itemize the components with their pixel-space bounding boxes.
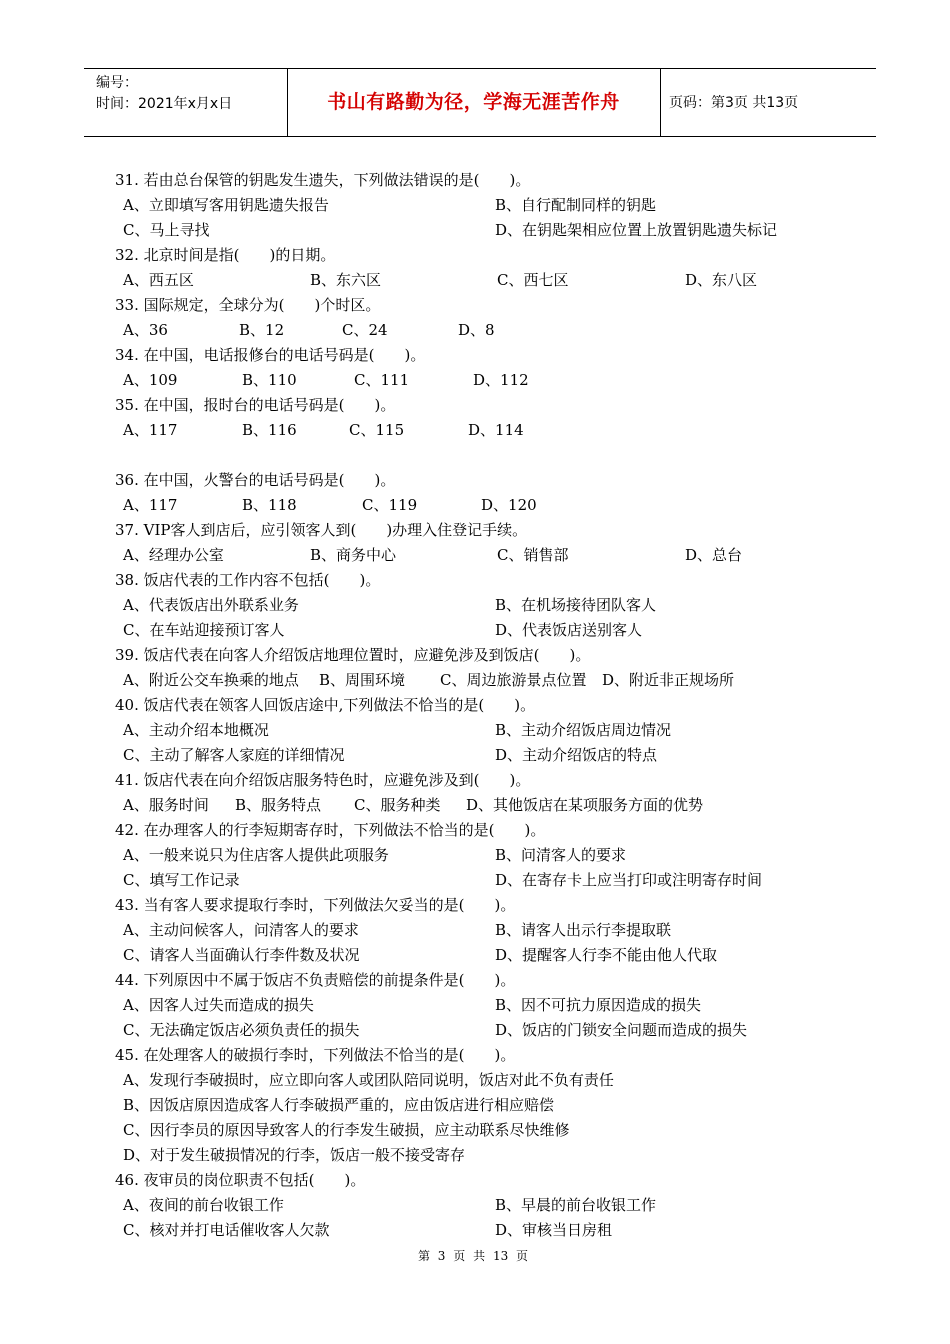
option-a: A、一般来说只为住店客人提供此项服务 <box>123 846 389 864</box>
header-meta <box>96 73 232 115</box>
option-b: B、自行配制同样的钥匙 <box>495 196 657 214</box>
option-b: B、110 <box>242 371 297 389</box>
question-stem: 35. 在中国，报时台的电话号码是( )。 <box>115 396 396 414</box>
option-a: A、夜间的前台收银工作 <box>123 1196 284 1214</box>
option-a: A、主动问候客人，问清客人的要求 <box>123 921 359 939</box>
option-d: D、8 <box>458 321 495 339</box>
option-d: D、主动介绍饭店的特点 <box>495 746 658 764</box>
question-stem: 43. 当有客人要求提取行李时，下列做法欠妥当的是( )。 <box>115 896 516 914</box>
option-d: D、提醒客人行李不能由他人代取 <box>495 946 718 964</box>
option-b: B、116 <box>242 421 297 439</box>
option-a: A、附近公交车换乘的地点 <box>123 671 299 689</box>
option-row <box>115 943 855 968</box>
document-time-label: 时间：2021年x月x日 <box>96 96 233 112</box>
question-stem: 41. 饭店代表在向介绍饭店服务特色时，应避免涉及到( )。 <box>115 771 531 789</box>
option-row <box>115 318 855 343</box>
option-c: C、主动了解客人家庭的详细情况 <box>123 746 345 764</box>
option-d: D、120 <box>481 496 537 514</box>
option-row <box>115 1193 855 1218</box>
question-stem: 33. 国际规定，全球分为( )个时区。 <box>115 296 381 314</box>
question-stem: 36. 在中国，火警台的电话号码是( )。 <box>115 471 396 489</box>
option-c: C、119 <box>362 496 418 514</box>
option-d: D、在钥匙架相应位置上放置钥匙遗失标记 <box>495 221 778 239</box>
option-b: B、12 <box>239 321 285 339</box>
option-row <box>115 868 855 893</box>
option-b: B、早晨的前台收银工作 <box>495 1196 657 1214</box>
option-row <box>115 668 855 693</box>
question-stem: 39. 饭店代表在向客人介绍饭店地理位置时，应避免涉及到饭店( )。 <box>115 646 591 664</box>
option-d: D、对于发生破损情况的行李，饭店一般不接受寄存 <box>123 1146 466 1164</box>
option-row <box>115 743 855 768</box>
option-a: A、因客人过失而造成的损失 <box>123 996 314 1014</box>
option-d: D、112 <box>473 371 529 389</box>
option-d: D、其他饭店在某项服务方面的优势 <box>466 796 704 814</box>
question-stem: 45. 在处理客人的破损行李时，下列做法不恰当的是( )。 <box>115 1046 516 1064</box>
option-row <box>115 268 855 293</box>
option-c: C、西七区 <box>497 271 569 289</box>
footer-text: 页 <box>516 1249 529 1263</box>
option-c: C、服务种类 <box>354 796 441 814</box>
option-b: B、118 <box>242 496 297 514</box>
header-divider <box>660 69 661 136</box>
option-c: C、周边旅游景点位置 <box>440 671 587 689</box>
option-b: B、主动介绍饭店周边情况 <box>495 721 672 739</box>
question-stem: 38. 饭店代表的工作内容不包括( )。 <box>115 571 381 589</box>
document-number-label: 编号： <box>96 75 138 91</box>
option-row <box>115 993 855 1018</box>
option-d: D、114 <box>468 421 524 439</box>
option-a: A、经理办公室 <box>123 546 224 564</box>
option-row <box>115 918 855 943</box>
option-a: A、发现行李破损时，应立即向客人或团队陪同说明，饭店对此不负有责任 <box>123 1071 614 1089</box>
option-row <box>115 718 855 743</box>
option-b: B、周围环境 <box>319 671 406 689</box>
option-a: A、代表饭店出外联系业务 <box>123 596 299 614</box>
spacer <box>115 443 855 468</box>
option-row <box>115 368 855 393</box>
question-stem: 37. VIP客人到店后，应引领客人到( )办理入住登记手续。 <box>115 521 528 539</box>
option-c: C、销售部 <box>497 546 569 564</box>
footer-text: 共 <box>473 1249 486 1263</box>
option-d: D、审核当日房租 <box>495 1221 613 1239</box>
question-stem: 40. 饭店代表在领客人回饭店途中,下列做法不恰当的是( )。 <box>115 696 536 714</box>
option-a: A、服务时间 <box>123 796 209 814</box>
option-d: D、饭店的门锁安全问题而造成的损失 <box>495 1021 748 1039</box>
option-d: D、代表饭店送别客人 <box>495 621 643 639</box>
option-c: C、在车站迎接预订客人 <box>123 621 285 639</box>
option-b: B、服务特点 <box>235 796 322 814</box>
option-a: A、109 <box>123 371 178 389</box>
option-b: B、东六区 <box>310 271 382 289</box>
option-d: D、在寄存卡上应当打印或注明寄存时间 <box>495 871 763 889</box>
page-header <box>84 68 876 137</box>
option-row <box>115 543 855 568</box>
option-a: A、主动介绍本地概况 <box>123 721 269 739</box>
option-c: C、马上寻找 <box>123 221 210 239</box>
option-c: C、无法确定饭店必须负责任的损失 <box>123 1021 360 1039</box>
question-stem: 44. 下列原因中不属于饭店不负责赔偿的前提条件是( )。 <box>115 971 516 989</box>
option-c: C、填写工作记录 <box>123 871 240 889</box>
option-row <box>115 843 855 868</box>
option-row <box>115 1093 855 1118</box>
option-row <box>115 1018 855 1043</box>
option-a: A、立即填写客用钥匙遗失报告 <box>123 196 329 214</box>
option-b: B、因饭店原因造成客人行李破损严重的，应由饭店进行相应赔偿 <box>123 1096 555 1114</box>
header-motto: 书山有路勤为径，学海无涯苦作舟 <box>327 91 620 113</box>
option-b: B、问清客人的要求 <box>495 846 627 864</box>
question-stem: 34. 在中国，电话报修台的电话号码是( )。 <box>115 346 426 364</box>
option-c: C、因行李员的原因导致客人的行李发生破损，应主动联系尽快维修 <box>123 1121 570 1139</box>
option-row <box>115 218 855 243</box>
option-row <box>115 1218 855 1243</box>
option-row <box>115 1068 855 1093</box>
footer-page-total: 13 <box>492 1249 509 1263</box>
option-c: C、111 <box>354 371 410 389</box>
option-a: A、117 <box>123 496 178 514</box>
option-d: D、东八区 <box>685 271 758 289</box>
option-row <box>115 418 855 443</box>
option-row <box>115 593 855 618</box>
option-row <box>115 1118 855 1143</box>
option-b: B、在机场接待团队客人 <box>495 596 657 614</box>
footer-page-number: 3 <box>437 1249 446 1263</box>
footer-text: 第 <box>417 1249 430 1263</box>
question-stem: 46. 夜审员的岗位职责不包括( )。 <box>115 1171 366 1189</box>
option-c: C、24 <box>342 321 388 339</box>
question-stem: 32. 北京时间是指( )的日期。 <box>115 246 336 264</box>
option-c: C、115 <box>349 421 405 439</box>
option-b: B、请客人出示行李提取联 <box>495 921 672 939</box>
option-b: B、商务中心 <box>310 546 397 564</box>
option-d: D、总台 <box>685 546 743 564</box>
option-c: C、请客人当面确认行李件数及状况 <box>123 946 360 964</box>
question-stem: 31. 若由总台保管的钥匙发生遗失，下列做法错误的是( )。 <box>115 171 531 189</box>
option-row <box>115 493 855 518</box>
option-b: B、因不可抗力原因造成的损失 <box>495 996 702 1014</box>
footer-text: 页 <box>453 1249 466 1263</box>
header-page-info: 页码：第3页 共13页 <box>669 95 799 111</box>
option-c: C、核对并打电话催收客人欠款 <box>123 1221 330 1239</box>
question-stem: 42. 在办理客人的行李短期寄存时，下列做法不恰当的是( )。 <box>115 821 546 839</box>
option-a: A、西五区 <box>123 271 194 289</box>
option-a: A、117 <box>123 421 178 439</box>
option-d: D、附近非正规场所 <box>602 671 735 689</box>
question-list <box>115 168 855 1243</box>
option-row <box>115 1143 855 1168</box>
option-row <box>115 618 855 643</box>
option-row <box>115 793 855 818</box>
option-row <box>115 193 855 218</box>
option-a: A、36 <box>123 321 168 339</box>
page-footer <box>0 1247 950 1264</box>
